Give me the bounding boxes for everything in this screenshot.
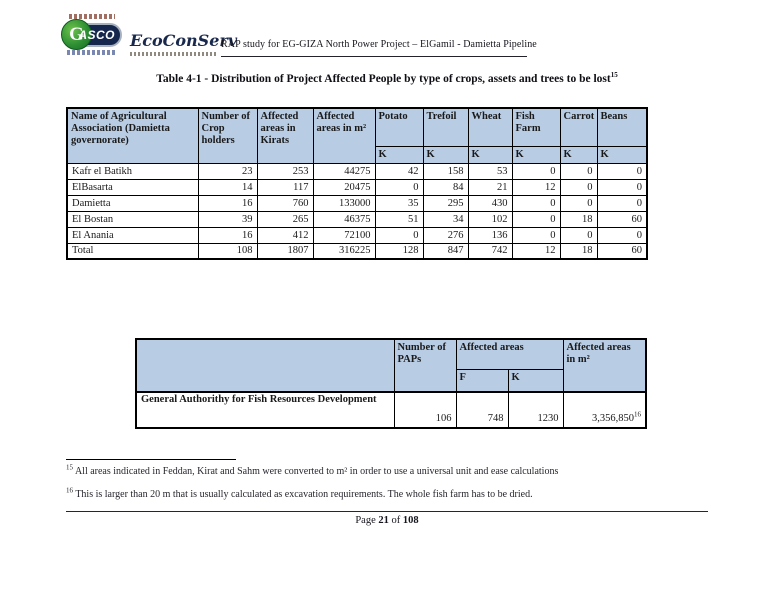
col-header-kirats: Affected areas in Kirats <box>257 108 313 163</box>
cell: 44275 <box>313 163 375 179</box>
cell: 72100 <box>313 227 375 243</box>
cell: 21 <box>468 179 512 195</box>
cell: 108 <box>198 243 257 259</box>
row-name: Kafr el Batikh <box>67 163 198 179</box>
footnote-separator <box>66 459 236 460</box>
cell: 51 <box>375 211 423 227</box>
cell: 14 <box>198 179 257 195</box>
ecoconserv-caption-microtext <box>130 52 216 56</box>
fish-m2-footnote-ref: 16 <box>634 410 641 419</box>
fish-k-value: 1230 <box>508 392 563 428</box>
unit-header-k: K <box>423 146 468 163</box>
fish-unit-header-k: K <box>508 369 563 392</box>
col-header-association: Name of Agricultural Association (Damietta governorate) <box>67 108 198 163</box>
footer-page-number: 21 <box>378 515 389 526</box>
col-header-carrot: Carrot <box>560 108 597 146</box>
gasco-logo <box>60 14 124 70</box>
row-name: El Anania <box>67 227 198 243</box>
col-header-beans: Beans <box>597 108 647 146</box>
row-name: El Bostan <box>67 211 198 227</box>
cell: 0 <box>560 227 597 243</box>
cell: 102 <box>468 211 512 227</box>
footnote-15-ref: 15 <box>66 463 73 472</box>
cell: 34 <box>423 211 468 227</box>
cell: 742 <box>468 243 512 259</box>
gasco-capsule <box>62 23 122 47</box>
table-4-1-title <box>66 73 708 85</box>
fish-col-header-blank <box>136 339 394 392</box>
cell: 0 <box>512 227 560 243</box>
cell: 412 <box>257 227 313 243</box>
page-number-footer <box>66 515 708 526</box>
crops-distribution-table <box>66 107 648 260</box>
cell: 46375 <box>313 211 375 227</box>
footer-of: of <box>388 515 403 526</box>
cell: 253 <box>257 163 313 179</box>
fish-table-row <box>136 392 646 428</box>
table-row <box>67 179 647 195</box>
cell: 39 <box>198 211 257 227</box>
fish-f-value: 748 <box>456 392 508 428</box>
footer-rule <box>66 511 708 512</box>
col-header-wheat: Wheat <box>468 108 512 146</box>
table-row <box>67 211 647 227</box>
ecoconserv-wordmark: EcoConServ <box>130 31 238 50</box>
cell: 276 <box>423 227 468 243</box>
gasco-bottom-microtext <box>67 50 117 55</box>
footer-total-pages: 108 <box>402 515 419 526</box>
cell: 18 <box>560 211 597 227</box>
fish-col-header-paps: Number of PAPs <box>394 339 456 392</box>
row-name: Damietta <box>67 195 198 211</box>
cell: 53 <box>468 163 512 179</box>
unit-header-k: K <box>597 146 647 163</box>
cell: 128 <box>375 243 423 259</box>
header-document-reference: RAP study for EG-GIZA North Power Project – ElGamil - Damietta Pipeline <box>221 39 527 57</box>
cell: 847 <box>423 243 468 259</box>
col-header-trefoil: Trefoil <box>423 108 468 146</box>
fish-m2-value <box>563 392 646 428</box>
unit-header-k: K <box>468 146 512 163</box>
footnote-15-text: All areas indicated in Feddan, Kirat and Sahm were converted to m² in order to use a universal unit and ease calculations <box>73 466 559 477</box>
cell: 16 <box>198 227 257 243</box>
cell: 0 <box>597 163 647 179</box>
cell: 158 <box>423 163 468 179</box>
unit-header-k: K <box>375 146 423 163</box>
col-header-crop-holders: Number of Crop holders <box>198 108 257 163</box>
cell: 0 <box>512 211 560 227</box>
footnote-16-ref: 16 <box>66 486 73 495</box>
footnote-15 <box>66 463 714 477</box>
cell: 35 <box>375 195 423 211</box>
footer-prefix: Page <box>355 515 379 526</box>
cell: 12 <box>512 179 560 195</box>
cell: 136 <box>468 227 512 243</box>
cell: 12 <box>512 243 560 259</box>
fish-col-header-m2: Affected areas in m² <box>563 339 646 392</box>
cell: 0 <box>597 227 647 243</box>
row-name: Total <box>67 243 198 259</box>
ecoconserv-logo <box>130 31 238 56</box>
cell: 0 <box>560 179 597 195</box>
gasco-g-letter: G <box>69 23 84 45</box>
cell: 133000 <box>313 195 375 211</box>
title-text: Table 4-1 - Distribution of Project Affected People by type of crops, assets and trees to be lost <box>156 73 611 85</box>
unit-header-k: K <box>560 146 597 163</box>
cell: 0 <box>512 195 560 211</box>
footnote-16-text: This is larger than 20 m that is usually calculated as excavation requirements. The whole fish farm has to be dried. <box>73 489 533 500</box>
fish-col-header-affected-areas: Affected areas <box>456 339 563 369</box>
fish-unit-header-f: F <box>456 369 508 392</box>
col-header-fish-farm: Fish Farm <box>512 108 560 146</box>
fish-m2-number: 3,356,850 <box>592 413 634 424</box>
cell: 60 <box>597 211 647 227</box>
table-total-row <box>67 243 647 259</box>
cell: 0 <box>512 163 560 179</box>
cell: 42 <box>375 163 423 179</box>
title-footnote-ref: 15 <box>610 71 618 80</box>
cell: 20475 <box>313 179 375 195</box>
fish-resources-table <box>135 338 647 429</box>
col-header-m2: Affected areas in m² <box>313 108 375 163</box>
cell: 84 <box>423 179 468 195</box>
cell: 0 <box>560 163 597 179</box>
table-row <box>67 227 647 243</box>
cell: 0 <box>560 195 597 211</box>
table-row <box>67 195 647 211</box>
row-name: ElBasarta <box>67 179 198 195</box>
cell: 60 <box>597 243 647 259</box>
col-header-potato: Potato <box>375 108 423 146</box>
table-row <box>67 163 647 179</box>
cell: 18 <box>560 243 597 259</box>
cell: 0 <box>375 179 423 195</box>
gasco-wordmark: ASCO <box>78 28 115 42</box>
cell: 760 <box>257 195 313 211</box>
cell: 316225 <box>313 243 375 259</box>
footnote-16 <box>66 486 714 500</box>
cell: 0 <box>375 227 423 243</box>
cell: 0 <box>597 179 647 195</box>
cell: 16 <box>198 195 257 211</box>
cell: 295 <box>423 195 468 211</box>
cell: 265 <box>257 211 313 227</box>
cell: 430 <box>468 195 512 211</box>
cell: 1807 <box>257 243 313 259</box>
fish-paps-value: 106 <box>394 392 456 428</box>
unit-header-k: K <box>512 146 560 163</box>
fish-row-name: General Authorithy for Fish Resources Development <box>136 392 394 428</box>
cell: 117 <box>257 179 313 195</box>
cell: 23 <box>198 163 257 179</box>
cell: 0 <box>597 195 647 211</box>
